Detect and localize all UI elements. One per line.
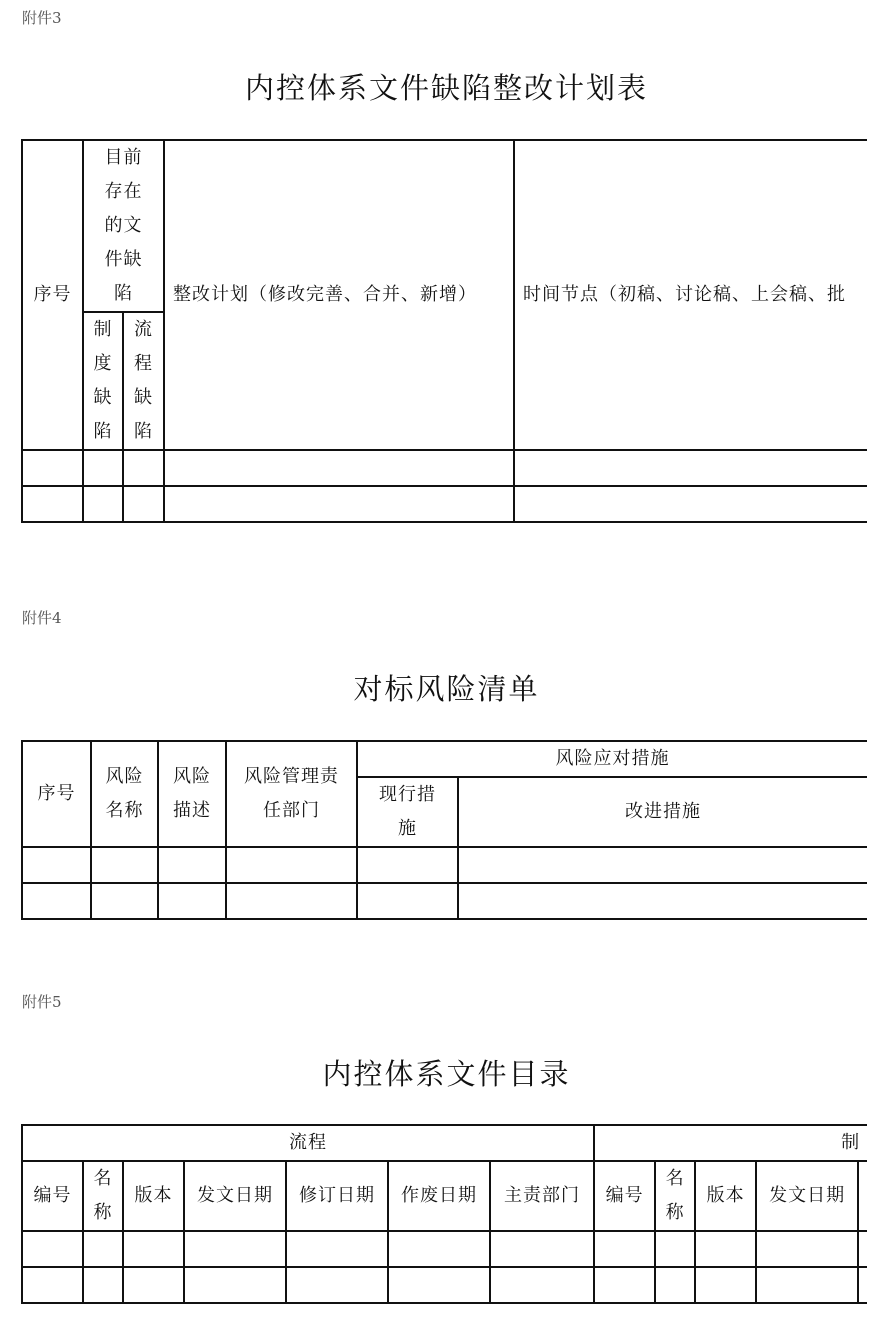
header-current-defects-line: 存在 [104, 181, 143, 202]
header-process-dept: 主责部门 [490, 1161, 594, 1231]
table-cell[interactable] [22, 450, 83, 486]
table-row [22, 847, 867, 883]
header-risk-response: 风险应对措施 [357, 741, 867, 777]
table-cell[interactable] [22, 883, 91, 919]
table-cell[interactable] [91, 847, 158, 883]
header-process-number: 编号 [22, 1161, 83, 1231]
table-cell[interactable] [123, 1267, 184, 1303]
table-cell[interactable] [184, 1267, 286, 1303]
table-cell[interactable] [123, 486, 164, 522]
annex-3-title: 内控体系文件缺陷整改计划表 [244, 71, 648, 105]
table-cell[interactable] [158, 883, 226, 919]
table-cell[interactable] [164, 450, 514, 486]
header-rectification-plan: 整改计划（修改完善、合并、新增） [164, 140, 514, 450]
table-cell[interactable] [458, 883, 867, 919]
header-current-measures: 现行措 施 [357, 777, 458, 847]
table-cell[interactable] [756, 1231, 858, 1267]
annex-5-title: 内控体系文件目录 [322, 1057, 571, 1091]
header-system-defect: 制 度 缺 陷 [83, 312, 123, 450]
header-system-name: 名 称 [655, 1161, 695, 1231]
header-system-issue-date: 发文日期 [756, 1161, 858, 1231]
annex-4-label: 附件4 [22, 609, 62, 627]
table-cell[interactable] [594, 1267, 655, 1303]
table-cell[interactable] [858, 1267, 867, 1303]
header-timeline: 时间节点（初稿、讨论稿、上会稿、批 [514, 140, 867, 450]
table-cell[interactable] [286, 1231, 388, 1267]
table-cell[interactable] [458, 847, 867, 883]
header-system-group: 制 [594, 1125, 867, 1161]
header-system-more [858, 1161, 867, 1231]
header-risk-name: 风险 名称 [91, 741, 158, 847]
header-seq: 序号 [22, 741, 91, 847]
table-cell[interactable] [490, 1231, 594, 1267]
risk-list-table [21, 740, 867, 920]
table-cell[interactable] [22, 1267, 83, 1303]
table-cell[interactable] [695, 1231, 756, 1267]
table-cell[interactable] [164, 486, 514, 522]
table-cell[interactable] [226, 883, 357, 919]
table-cell[interactable] [83, 1231, 123, 1267]
table-cell[interactable] [655, 1267, 695, 1303]
table-cell[interactable] [357, 847, 458, 883]
file-catalog-table [21, 1124, 867, 1304]
table-row [22, 1231, 867, 1267]
table-cell[interactable] [158, 847, 226, 883]
risk-list-table-wrap [21, 740, 867, 920]
header-process-void-date: 作废日期 [388, 1161, 490, 1231]
header-current-defects-line: 陷 [114, 283, 133, 304]
table-cell[interactable] [123, 1231, 184, 1267]
table-cell[interactable] [184, 1231, 286, 1267]
table-row [22, 883, 867, 919]
header-risk-description: 风险 描述 [158, 741, 226, 847]
header-process-group: 流程 [22, 1125, 594, 1161]
table-cell[interactable] [226, 847, 357, 883]
table-cell[interactable] [514, 450, 867, 486]
table-cell[interactable] [123, 450, 164, 486]
defect-plan-table-wrap [21, 139, 867, 523]
table-cell[interactable] [490, 1267, 594, 1303]
file-catalog-table-wrap [21, 1124, 867, 1304]
table-cell[interactable] [594, 1231, 655, 1267]
table-cell[interactable] [655, 1231, 695, 1267]
table-cell[interactable] [756, 1267, 858, 1303]
table-row [22, 486, 867, 522]
table-cell[interactable] [858, 1231, 867, 1267]
annex-5-label: 附件5 [22, 993, 62, 1011]
table-cell[interactable] [22, 847, 91, 883]
table-row [22, 1267, 867, 1303]
table-cell[interactable] [83, 1267, 123, 1303]
header-process-revision-date: 修订日期 [286, 1161, 388, 1231]
table-cell[interactable] [22, 1231, 83, 1267]
table-cell[interactable] [357, 883, 458, 919]
header-current-defects-line: 目前 [104, 147, 143, 168]
table-cell[interactable] [83, 450, 123, 486]
header-process-name: 名 称 [83, 1161, 123, 1231]
header-process-issue-date: 发文日期 [184, 1161, 286, 1231]
annex-4-title: 对标风险清单 [353, 672, 540, 706]
table-cell[interactable] [91, 883, 158, 919]
header-system-number: 编号 [594, 1161, 655, 1231]
header-current-defects [83, 140, 164, 312]
table-cell[interactable] [286, 1267, 388, 1303]
table-cell[interactable] [83, 486, 123, 522]
table-cell[interactable] [514, 486, 867, 522]
header-seq: 序号 [22, 140, 83, 450]
table-cell[interactable] [388, 1231, 490, 1267]
header-improvement-measures: 改进措施 [458, 777, 867, 847]
header-system-version: 版本 [695, 1161, 756, 1231]
table-cell[interactable] [695, 1267, 756, 1303]
table-row [22, 450, 867, 486]
annex-3-label: 附件3 [22, 9, 62, 27]
header-current-defects-line: 件缺 [104, 249, 143, 270]
header-process-defect: 流 程 缺 陷 [123, 312, 164, 450]
table-cell[interactable] [22, 486, 83, 522]
header-risk-dept: 风险管理责 任部门 [226, 741, 357, 847]
header-process-version: 版本 [123, 1161, 184, 1231]
defect-plan-table [21, 139, 867, 523]
table-cell[interactable] [388, 1267, 490, 1303]
header-current-defects-line: 的文 [104, 215, 143, 236]
